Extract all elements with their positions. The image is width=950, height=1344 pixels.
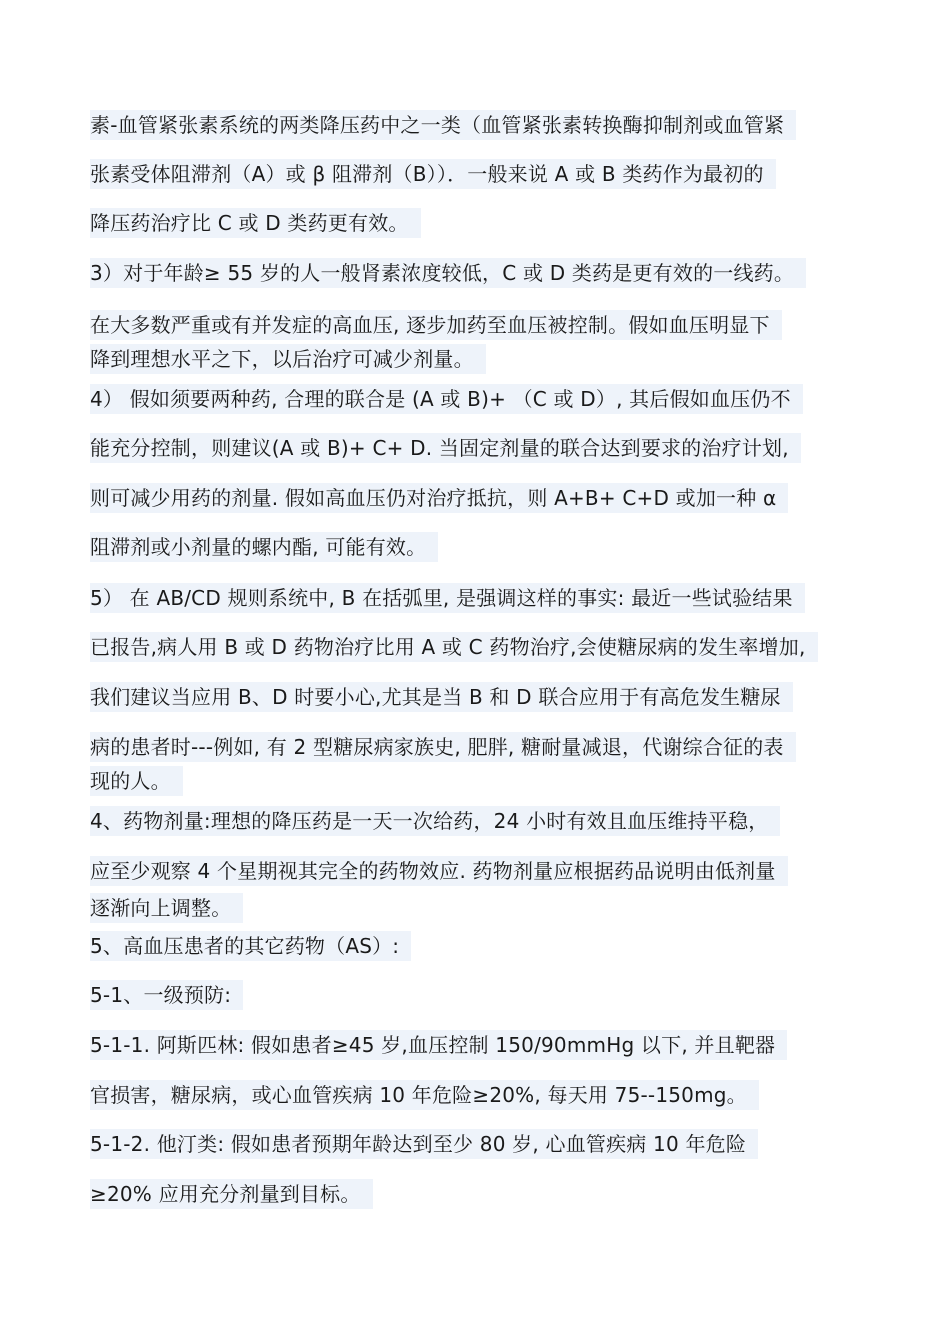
text-line: 5、高血压患者的其它药物（AS）: (90, 931, 411, 961)
text-line: 素-血管紧张素系统的两类降压药中之一类（血管紧张素转换酶抑制剂或血管紧 (90, 110, 796, 140)
text-line: 张素受体阻滞剂（A）或 β 阻滞剂（B））．一般来说 A 或 B 类药作为最初的 (90, 159, 776, 189)
text-line: 5-1、一级预防: (90, 980, 243, 1010)
text-line: 降压药治疗比 C 或 D 类药更有效。 (90, 208, 421, 238)
text-line: 则可减少用药的剂量. 假如高血压仍对治疗抵抗，则 A+B+ C+D 或加一种 α (90, 483, 788, 513)
text-line: 5） 在 AB/CD 规则系统中, B 在括弧里, 是强调这样的事实: 最近一些试验结果 (90, 583, 805, 613)
text-line: 已报告,病人用 B 或 D 药物治疗比用 A 或 C 药物治疗,会使糖尿病的发生率增加, (90, 632, 818, 662)
text-line: 3）对于年龄≥ 55 岁的人一般肾素浓度较低，C 或 D 类药是更有效的一线药。 (90, 258, 806, 288)
text-line: 现的人。 (90, 766, 183, 796)
text-line: 在大多数严重或有并发症的高血压, 逐步加药至血压被控制。假如血压明显下 (90, 310, 782, 340)
text-line: 4） 假如须要两种药, 合理的联合是 (A 或 B)+ （C 或 D）, 其后假如血压仍不 (90, 384, 803, 414)
text-line: 逐渐向上调整。 (90, 893, 243, 923)
text-line: 5-1-1. 阿斯匹林: 假如患者≥45 岁,血压控制 150/90mmHg 以下, 并且靶器 (90, 1030, 787, 1060)
text-line: 病的患者时---例如, 有 2 型糖尿病家族史, 肥胖, 糖耐量减退，代谢综合征的表 (90, 732, 796, 762)
text-line: 我们建议当应用 B、D 时要小心,尤其是当 B 和 D 联合应用于有高危发生糖尿 (90, 682, 793, 712)
text-line: 5-1-2. 他汀类: 假如患者预期年龄达到至少 80 岁, 心血管疾病 10 年危险 (90, 1129, 758, 1159)
text-line: 应至少观察 4 个星期视其完全的药物效应. 药物剂量应根据药品说明由低剂量 (90, 856, 788, 886)
text-line: ≥20% 应用充分剂量到目标。 (90, 1179, 373, 1209)
text-line: 能充分控制，则建议(A 或 B)+ C+ D. 当固定剂量的联合达到要求的治疗计划, (90, 433, 801, 463)
text-line: 降到理想水平之下，以后治疗可减少剂量。 (90, 344, 486, 374)
text-line: 阻滞剂或小剂量的螺内酯, 可能有效。 (90, 532, 438, 562)
text-line: 官损害，糖尿病，或心血管疾病 10 年危险≥20%, 每天用 75--150mg。 (90, 1080, 759, 1110)
text-line: 4、药物剂量:理想的降压药是一天一次给药，24 小时有效且血压维持平稳， (90, 806, 780, 836)
